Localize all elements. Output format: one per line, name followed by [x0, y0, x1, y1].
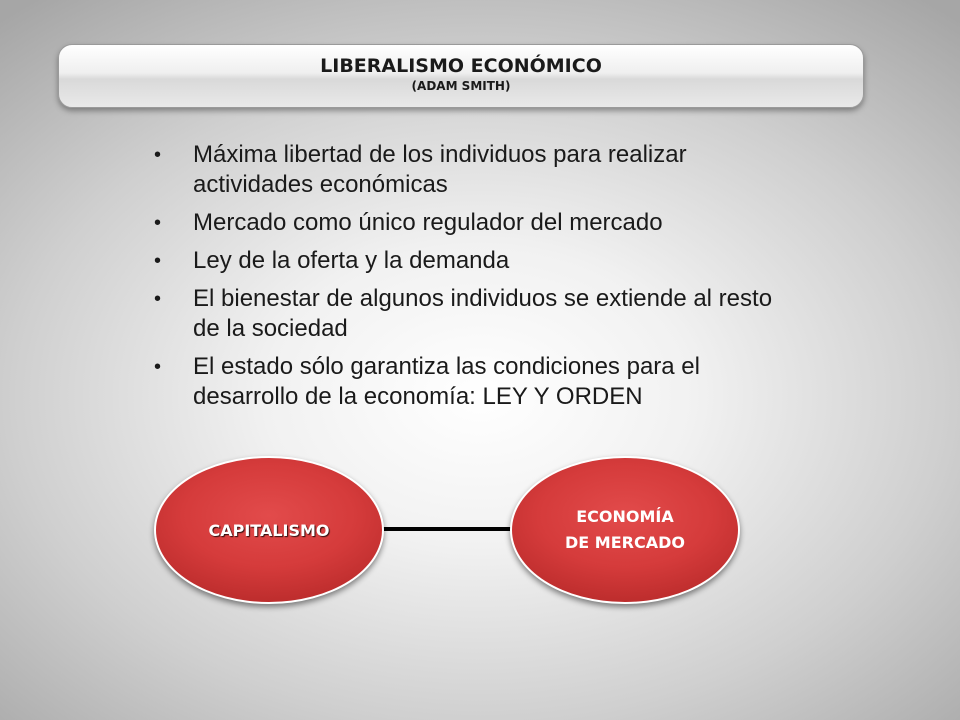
economia-de-mercado-node	[510, 456, 740, 604]
bullet-dot-icon: •	[154, 356, 162, 378]
bullet-item	[150, 246, 790, 276]
economia-label-line1: ECONOMÍA	[576, 507, 674, 526]
title-banner	[58, 44, 864, 108]
capitalismo-node	[154, 456, 384, 604]
bullet-text: Mercado como único regulador del mercado	[193, 209, 663, 236]
bullet-item	[150, 208, 790, 238]
bullet-dot-icon: •	[154, 250, 162, 272]
bullet-text: Ley de la oferta y la demanda	[193, 247, 510, 274]
bullet-text: El bienestar de algunos individuos se extiende al resto de la sociedad	[193, 285, 773, 342]
bullet-text: Máxima libertad de los individuos para realizar actividades económicas	[193, 141, 687, 198]
slide-subtitle: (ADAM SMITH)	[411, 79, 511, 93]
bullet-dot-icon: •	[154, 212, 162, 234]
economia-label-line2: DE MERCADO	[565, 533, 685, 552]
bullet-item	[150, 352, 790, 412]
bullet-list	[150, 140, 790, 420]
slide-title: LIBERALISMO ECONÓMICO	[320, 55, 602, 77]
bullet-text: El estado sólo garantiza las condiciones para el desarrollo de la economía: LEY Y ORDEN	[193, 353, 700, 410]
connector-line	[380, 527, 513, 531]
capitalismo-label: CAPITALISMO	[208, 520, 330, 540]
bullet-item	[150, 140, 790, 200]
bullet-item	[150, 284, 790, 344]
bullet-dot-icon: •	[154, 144, 162, 166]
bullet-dot-icon: •	[154, 288, 162, 310]
